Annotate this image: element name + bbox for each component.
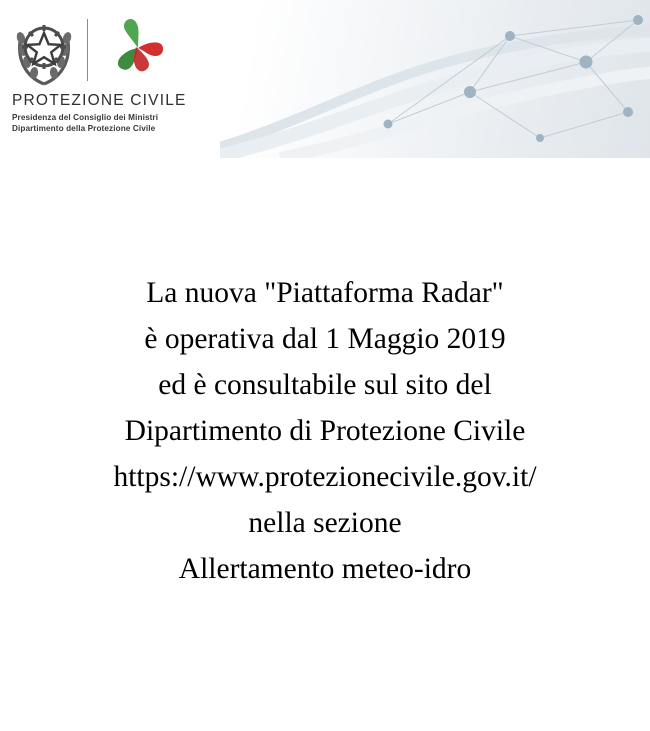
header-network-decoration xyxy=(220,0,650,158)
message-line-1: La nuova "Piattaforma Radar" xyxy=(146,277,504,309)
protezione-civile-trinacria-icon xyxy=(101,17,175,83)
announcement-message xyxy=(0,270,650,592)
organization-subtitle-line-1: Presidenza del Consiglio dei Ministri xyxy=(12,113,159,122)
message-line-2: è operativa dal 1 Maggio 2019 xyxy=(144,323,506,355)
message-line-3: ed è consultabile sul sito del xyxy=(158,369,492,401)
logo-row xyxy=(12,14,175,86)
message-line-7-section: Allertamento meteo-idro xyxy=(178,553,472,585)
main-content xyxy=(0,158,650,731)
organization-subtitle-line-2: Dipartimento della Protezione Civile xyxy=(12,123,156,133)
logo-divider xyxy=(87,19,88,81)
page-header xyxy=(0,0,650,158)
organization-logo-block xyxy=(12,14,187,134)
italian-republic-emblem-icon xyxy=(12,14,76,86)
organization-subtitle xyxy=(12,113,158,134)
message-line-6: nella sezione xyxy=(248,507,402,539)
message-line-5-url[interactable]: https://www.protezionecivile.gov.it/ xyxy=(113,461,537,493)
organization-title: PROTEZIONE CIVILE xyxy=(12,92,187,109)
message-line-4: Dipartimento di Protezione Civile xyxy=(124,415,526,447)
